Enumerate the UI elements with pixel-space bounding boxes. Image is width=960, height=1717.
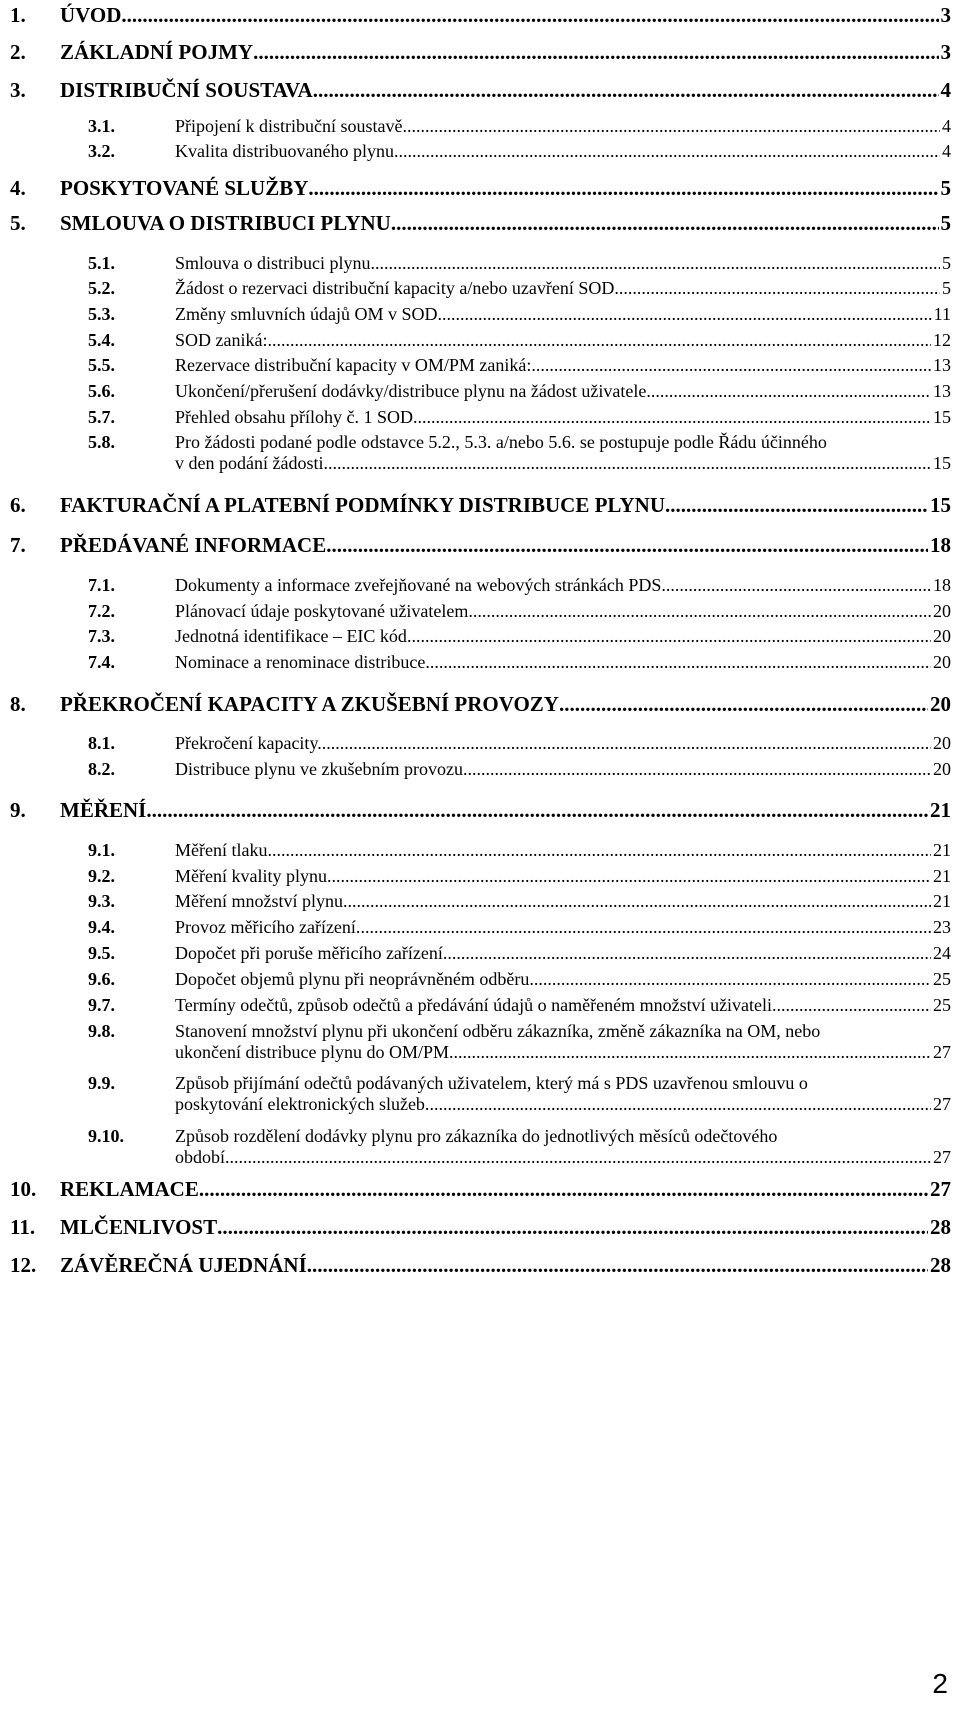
toc-entry-page: 20 xyxy=(930,692,951,716)
toc-entry-number: 9.5. xyxy=(88,943,115,963)
toc-entry-title: Připojení k distribuční soustavě xyxy=(175,116,403,136)
toc-entry-page: 3 xyxy=(940,3,951,27)
toc-entry-title: MLČENLIVOST xyxy=(60,1215,218,1239)
toc-entry-number: 7. xyxy=(10,533,26,557)
toc-entry[interactable] xyxy=(88,1126,951,1168)
toc-entry[interactable] xyxy=(10,211,951,236)
dot-leader xyxy=(146,798,928,823)
toc-entry-title: Jednotná identifikace – EIC kód xyxy=(175,626,407,646)
toc-entry-page: 18 xyxy=(930,533,951,557)
toc-entry-page: 12 xyxy=(933,330,951,350)
dot-leader xyxy=(534,969,931,990)
toc-entry-title: SMLOUVA O DISTRIBUCI PLYNU xyxy=(60,211,391,235)
dot-leader xyxy=(326,533,928,558)
toc-entry[interactable] xyxy=(10,533,951,558)
toc-entry-number: 3. xyxy=(10,78,26,102)
toc-entry-title: Změny smluvních údajů OM v SOD. xyxy=(175,304,442,324)
dot-leader xyxy=(467,759,931,780)
toc-entry[interactable] xyxy=(88,432,951,474)
toc-entry[interactable] xyxy=(88,995,951,1016)
toc-entry-title: Ukončení/přerušení dodávky/distribuce plynu na žádost uživatele. xyxy=(175,381,651,401)
toc-entry-title-continued: ukončení distribuce plynu do OM/PM. xyxy=(175,1042,454,1062)
dot-leader xyxy=(651,381,931,402)
toc-entry-title: Provoz měřicího zařízení. xyxy=(175,917,361,937)
toc-entry[interactable] xyxy=(88,330,951,351)
toc-entry-number: 5.8. xyxy=(88,432,115,452)
toc-entry[interactable] xyxy=(88,407,951,428)
toc-entry-page: 5 xyxy=(940,211,951,235)
toc-entry-page: 21 xyxy=(933,840,951,860)
toc-entry-number: 5.1. xyxy=(88,253,115,273)
toc-entry[interactable] xyxy=(10,3,951,28)
toc-entry-title-continued: poskytování elektronických služeb. xyxy=(175,1094,430,1114)
toc-entry-title: Přehled obsahu přílohy č. 1 SOD xyxy=(175,407,413,427)
dot-leader xyxy=(313,78,939,103)
toc-entry-title: Pro žádosti podané podle odstavce 5.2., 5.3. a/nebo 5.6. se postupuje podle Řádu účinného xyxy=(175,432,827,452)
dot-leader xyxy=(307,1253,928,1278)
dot-leader xyxy=(230,1147,931,1168)
toc-entry-number: 7.1. xyxy=(88,575,115,595)
toc-entry-title: Dopočet objemů plynu při neoprávněném odběru. xyxy=(175,969,534,989)
toc-entry[interactable] xyxy=(88,355,951,376)
toc-entry-page: 13 xyxy=(933,355,951,375)
toc-entry-title: Rezervace distribuční kapacity v OM/PM zaniká: xyxy=(175,355,532,375)
toc-entry-number: 7.2. xyxy=(88,601,115,621)
toc-entry-number: 9.9. xyxy=(88,1073,115,1093)
toc-entry-title: MĚŘENÍ xyxy=(60,798,147,822)
dot-leader xyxy=(468,601,931,622)
toc-entry-title: Měření kvality plynu. xyxy=(175,866,332,886)
dot-leader xyxy=(531,355,931,376)
dot-leader xyxy=(665,493,928,518)
dot-leader xyxy=(272,840,931,861)
toc-entry-number: 9.8. xyxy=(88,1021,115,1041)
toc-entry-number: 12. xyxy=(10,1253,37,1277)
toc-entry[interactable] xyxy=(88,381,951,402)
dot-leader xyxy=(217,1215,928,1240)
toc-entry-title: PŘEKROČENÍ KAPACITY A ZKUŠEBNÍ PROVOZY xyxy=(60,692,559,716)
toc-entry-title: Dokumenty a informace zveřejňované na webových stránkách PDS. xyxy=(175,575,666,595)
toc-entry-number: 5.4. xyxy=(88,330,115,350)
toc-entry[interactable] xyxy=(10,493,951,518)
toc-entry-number: 3.2. xyxy=(88,141,115,161)
toc-entry-title: Způsob rozdělení dodávky plynu pro zákazníka do jednotlivých měsíců odečtového xyxy=(175,1126,778,1146)
toc-entry-number: 7.3. xyxy=(88,626,115,646)
toc-entry-title: Nominace a renominace distribuce xyxy=(175,652,426,672)
toc-entry-title: Žádost o rezervaci distribuční kapacity a/nebo uzavření SOD. xyxy=(175,278,619,298)
toc-entry-number: 8. xyxy=(10,692,26,716)
dot-leader xyxy=(347,891,931,912)
dot-leader xyxy=(666,575,931,596)
dot-leader xyxy=(199,1177,928,1202)
toc-entry[interactable] xyxy=(88,278,951,299)
toc-entry-page: 11 xyxy=(933,304,951,324)
toc-entry-page: 27 xyxy=(933,1042,951,1062)
toc-entry-title: Měření množství plynu. xyxy=(175,891,348,911)
toc-entry-page: 25 xyxy=(933,969,951,989)
dot-leader xyxy=(413,407,931,428)
toc-entry-page: 4 xyxy=(942,141,951,161)
toc-entry-title: Dopočet při poruše měřicího zařízení. xyxy=(175,943,448,963)
toc-entry-page: 18 xyxy=(933,575,951,595)
toc-entry-page: 20 xyxy=(933,759,951,779)
toc-entry-number: 5. xyxy=(10,211,26,235)
toc-entry-title: Smlouva o distribuci plynu xyxy=(175,253,371,273)
dot-leader xyxy=(442,304,932,325)
toc-entry[interactable] xyxy=(10,78,951,103)
toc-entry-page: 15 xyxy=(933,453,951,473)
toc-entry[interactable] xyxy=(88,116,951,137)
toc-entry-number: 11. xyxy=(10,1215,36,1239)
dot-leader xyxy=(407,626,931,647)
toc-entry[interactable] xyxy=(10,1253,951,1278)
dot-leader xyxy=(429,1094,931,1115)
toc-entry-number: 9.7. xyxy=(88,995,115,1015)
toc-entry-number: 9.3. xyxy=(88,891,115,911)
dot-leader xyxy=(391,211,939,236)
dot-leader xyxy=(447,943,931,964)
toc-entry-title: Kvalita distribuovaného plynu xyxy=(175,141,394,161)
toc-entry-page: 20 xyxy=(933,733,951,753)
toc-entry-number: 2. xyxy=(10,40,26,64)
toc-entry-page: 21 xyxy=(930,798,951,822)
toc-entry[interactable] xyxy=(88,652,951,673)
toc-entry-page: 20 xyxy=(933,601,951,621)
toc-entry-number: 9.10. xyxy=(88,1126,124,1146)
toc-entry-page: 21 xyxy=(933,866,951,886)
toc-entry[interactable] xyxy=(10,692,951,717)
dot-leader xyxy=(331,866,931,887)
toc-entry-number: 3.1. xyxy=(88,116,115,136)
toc-entry-number: 4. xyxy=(10,176,26,200)
toc-entry-number: 9. xyxy=(10,798,26,822)
toc-entry-title: POSKYTOVANÉ SLUŽBY xyxy=(60,176,309,200)
toc-entry[interactable] xyxy=(88,733,951,754)
toc-entry-title: FAKTURAČNÍ A PLATEBNÍ PODMÍNKY DISTRIBUCE PLYNU xyxy=(60,493,665,517)
toc-entry[interactable] xyxy=(10,40,951,65)
toc-entry-page: 23 xyxy=(933,917,951,937)
dot-leader xyxy=(322,733,931,754)
toc-entry-title: DISTRIBUČNÍ SOUSTAVA xyxy=(60,78,313,102)
toc-entry[interactable] xyxy=(88,253,951,274)
toc-entry-title: ZÁKLADNÍ POJMY xyxy=(60,40,254,64)
toc-entry[interactable] xyxy=(88,575,951,596)
dot-leader xyxy=(308,176,938,201)
toc-entry[interactable] xyxy=(88,626,951,647)
toc-entry-number: 5.5. xyxy=(88,355,115,375)
toc-entry-page: 4 xyxy=(940,78,951,102)
toc-entry[interactable] xyxy=(88,917,951,938)
toc-entry-page: 4 xyxy=(942,116,951,136)
toc-entry-page: 25 xyxy=(933,995,951,1015)
toc-entry-number: 10. xyxy=(10,1177,37,1201)
toc-entry[interactable] xyxy=(88,969,951,990)
toc-entry-number: 9.1. xyxy=(88,840,115,860)
dot-leader xyxy=(425,652,931,673)
dot-leader xyxy=(777,995,931,1016)
toc-entry[interactable] xyxy=(88,304,951,325)
toc-entry[interactable] xyxy=(10,176,951,201)
toc-entry-number: 9.6. xyxy=(88,969,115,989)
toc-entry[interactable] xyxy=(88,943,951,964)
toc-entry[interactable] xyxy=(88,840,951,861)
toc-entry[interactable] xyxy=(10,1177,951,1202)
dot-leader xyxy=(328,453,931,474)
dot-leader xyxy=(559,692,928,717)
toc-entry-number: 5.2. xyxy=(88,278,115,298)
dot-leader xyxy=(453,1042,931,1063)
toc-entry-title-continued: v den podání žádosti. xyxy=(175,453,328,473)
toc-entry-page: 27 xyxy=(930,1177,951,1201)
toc-entry-title-continued: období. xyxy=(175,1147,230,1167)
toc-entry[interactable] xyxy=(10,1215,951,1240)
toc-entry-page: 20 xyxy=(933,626,951,646)
toc-entry[interactable] xyxy=(88,759,951,780)
toc-entry-title: Překročení kapacity. xyxy=(175,733,322,753)
toc-entry-number: 1. xyxy=(10,3,26,27)
toc-entry[interactable] xyxy=(88,141,951,162)
toc-entry[interactable] xyxy=(88,601,951,622)
toc-entry-page: 28 xyxy=(930,1253,951,1277)
dot-leader xyxy=(121,3,938,28)
toc-entry-page: 28 xyxy=(930,1215,951,1239)
dot-leader xyxy=(360,917,931,938)
toc-entry-title: Způsob přijímání odečtů podávaných uživatelem, který má s PDS uzavřenou smlouvu o xyxy=(175,1073,808,1093)
toc-entry-page: 3 xyxy=(940,40,951,64)
toc-entry-number: 5.6. xyxy=(88,381,115,401)
dot-leader xyxy=(394,141,940,162)
dot-leader xyxy=(619,278,940,299)
toc-entry[interactable] xyxy=(88,891,951,912)
toc-entry-page: 15 xyxy=(933,407,951,427)
toc-entry-title: Termíny odečtů, způsob odečtů a předávání údajů o naměřeném množství uživateli. xyxy=(175,995,777,1015)
toc-entry[interactable] xyxy=(88,1021,951,1063)
dot-leader xyxy=(253,40,938,65)
toc-entry[interactable] xyxy=(88,866,951,887)
toc-entry-page: 15 xyxy=(930,493,951,517)
dot-leader xyxy=(402,116,940,137)
toc-entry-number: 8.2. xyxy=(88,759,115,779)
toc-entry-page: 5 xyxy=(942,253,951,273)
toc-entry-title: Plánovací údaje poskytované uživatelem xyxy=(175,601,469,621)
toc-entry-page: 24 xyxy=(933,943,951,963)
toc-entry-title: Stanovení množství plynu při ukončení odběru zákazníka, změně zákazníka na OM, nebo xyxy=(175,1021,821,1041)
toc-entry-title: REKLAMACE xyxy=(60,1177,199,1201)
toc-entry-number: 6. xyxy=(10,493,26,517)
toc-entry-number: 8.1. xyxy=(88,733,115,753)
toc-entry-title: ÚVOD xyxy=(60,3,122,27)
toc-entry-page: 20 xyxy=(933,652,951,672)
toc-entry-page: 5 xyxy=(940,176,951,200)
toc-entry-title: SOD zaniká: xyxy=(175,330,268,350)
toc-entry-title: Měření tlaku. xyxy=(175,840,272,860)
dot-leader xyxy=(371,253,941,274)
toc-entry[interactable] xyxy=(88,1073,951,1115)
toc-entry-page: 13 xyxy=(933,381,951,401)
toc-entry-page: 21 xyxy=(933,891,951,911)
toc-entry-number: 7.4. xyxy=(88,652,115,672)
page-number: 2 xyxy=(932,1668,948,1699)
toc-entry-number: 5.7. xyxy=(88,407,115,427)
toc-entry-title: ZÁVĚREČNÁ UJEDNÁNÍ xyxy=(60,1253,307,1277)
dot-leader xyxy=(267,330,931,351)
toc-entry-page: 5 xyxy=(942,278,951,298)
toc-entry-page: 27 xyxy=(933,1147,951,1167)
toc-entry[interactable] xyxy=(10,798,951,823)
toc-entry-number: 5.3. xyxy=(88,304,115,324)
toc-entry-page: 27 xyxy=(933,1094,951,1114)
toc-entry-number: 9.2. xyxy=(88,866,115,886)
toc-entry-title: PŘEDÁVANÉ INFORMACE xyxy=(60,533,327,557)
toc-entry-number: 9.4. xyxy=(88,917,115,937)
toc-entry-title: Distribuce plynu ve zkušebním provozu. xyxy=(175,759,468,779)
